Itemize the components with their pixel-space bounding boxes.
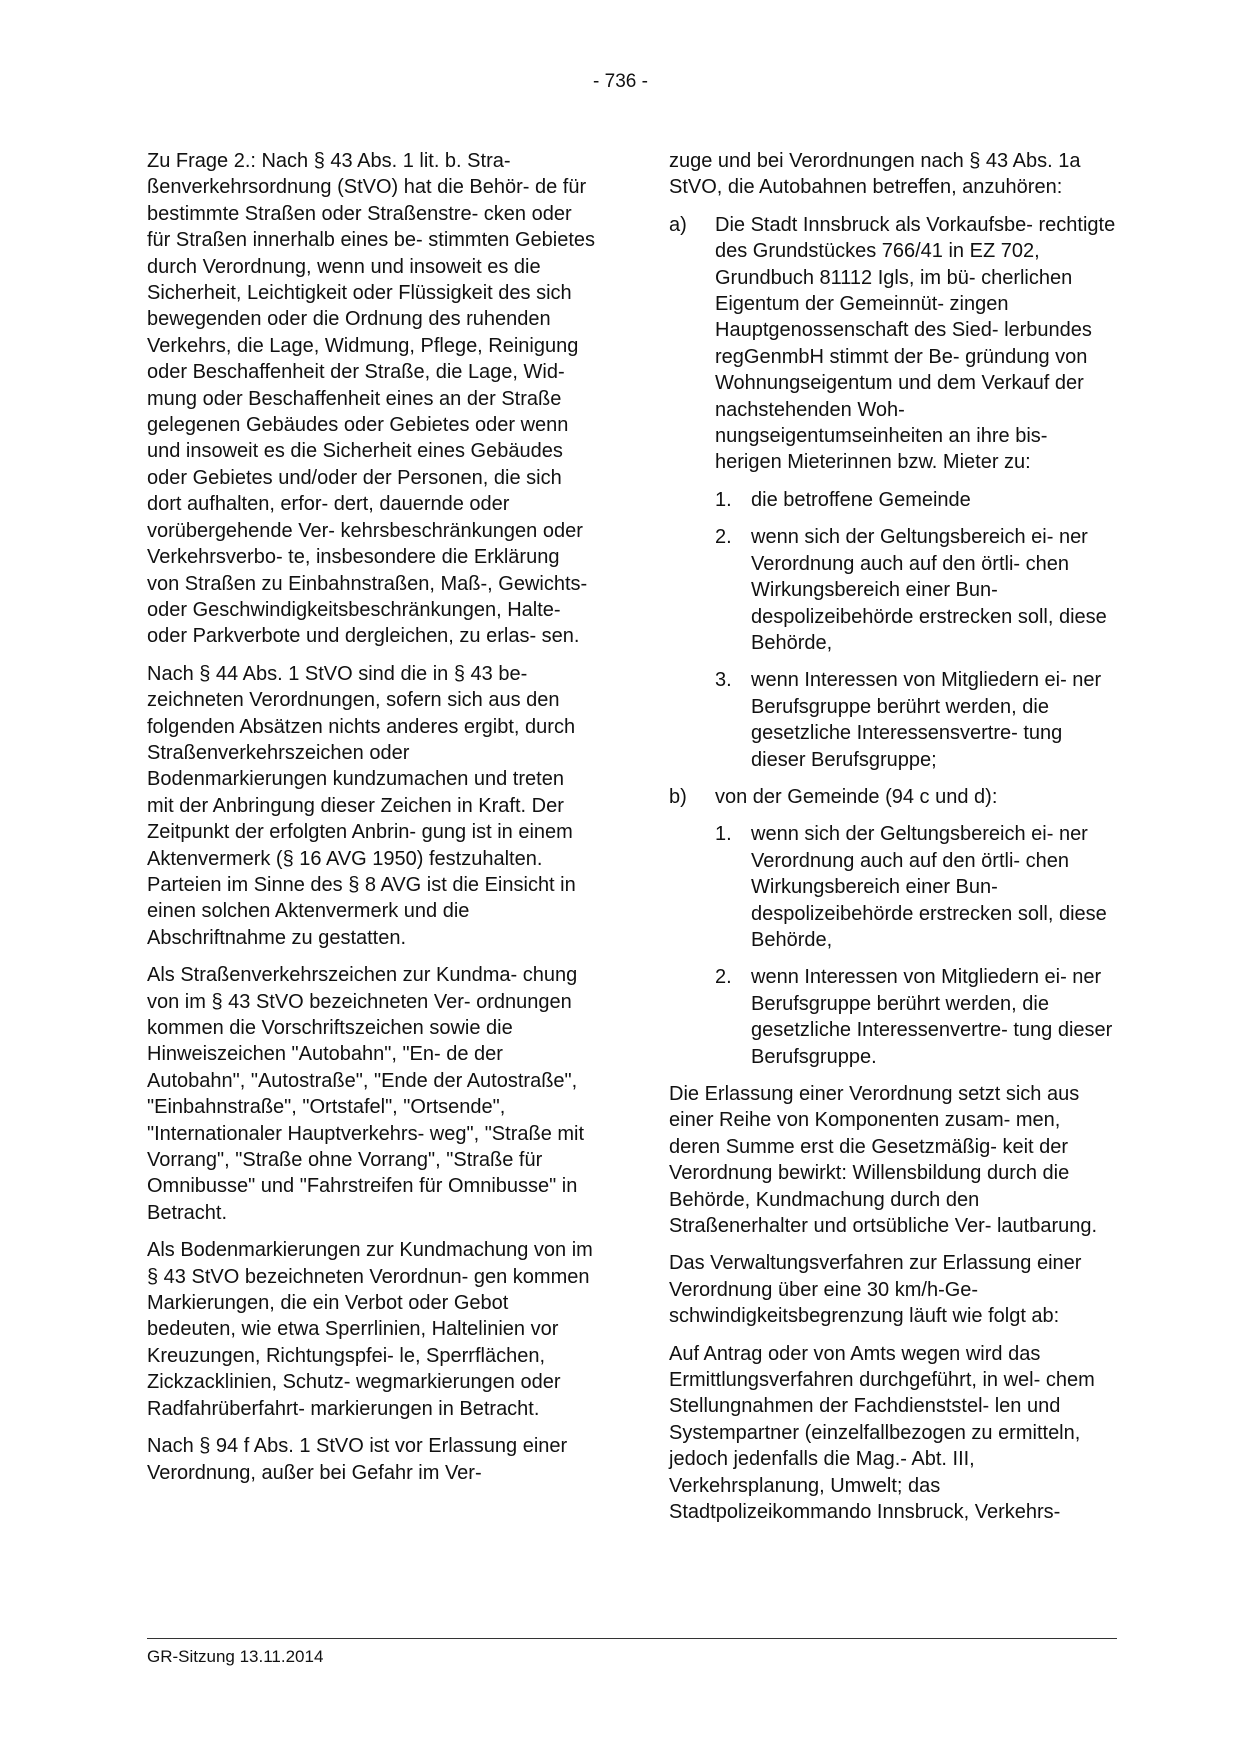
list-marker: a) xyxy=(669,213,687,236)
list-marker: 2. xyxy=(715,526,732,549)
list-item-text: wenn Interessen von Mitgliedern ei- ner Berufsgruppe berührt werden, die gesetzliche Interessenvertre- tung dieser Berufsgruppe. xyxy=(751,966,1113,1068)
paragraph: Als Bodenmarkierungen zur Kundmachung von im § 43 StVO bezeichneten Verordnun- gen kommen Markierungen, die ein Verbot oder Gebot bedeuten, wie etwa Sperrlinien, Haltelinien vor Kreuzungen, Richtungspfei- le, Sperrflächen, Zickzacklinien, Schutz- wegmarkierungen oder Radfahrüberfahrt- markierungen in Betracht. xyxy=(147,1239,593,1420)
paragraph: Das Verwaltungsverfahren zur Erlassung einer Verordnung über eine 30 km/h-Ge- schwindigkeitsbegrenzung läuft wie folgt ab: xyxy=(669,1252,1082,1328)
list-item-b xyxy=(669,784,1117,810)
paragraph: Nach § 94 f Abs. 1 StVO ist vor Erlassung einer Verordnung, außer bei Gefahr im Ver- xyxy=(147,1435,568,1484)
list-item-text: Die Stadt Innsbruck als Vorkaufsbe- rechtigte des Grundstückes 766/41 in EZ 702, Grundbuch 81112 Igls, im bü- cherlichen Eigentum der Gemeinnüt- zingen Hauptgenossenschaft des Sied- lerbundes regGenmbH stimmt der Be- gründung von Wohnungseigentum und dem Verkauf der nachstehenden Woh- nungseigentumseinheiten an ihre bis- herigen Mieterinnen bzw. Mieter zu: xyxy=(715,213,1116,474)
sub-list-item xyxy=(669,964,1117,1070)
sub-list-item xyxy=(669,524,1117,656)
list-item-text: wenn sich der Geltungsbereich ei- ner Verordnung auch auf den örtli- chen Wirkungsbereich einer Bun- despolizeibehörde erstrecken soll, diese Behörde, xyxy=(751,526,1107,654)
list-item-text: wenn Interessen von Mitgliedern ei- ner Berufsgruppe berührt werden, die gesetzliche Interessensvertre- tung dieser Berufsgruppe; xyxy=(751,669,1102,771)
list-marker: b) xyxy=(669,785,687,808)
footer-divider xyxy=(147,1638,1117,1639)
right-column xyxy=(669,148,1117,1537)
list-item-text: von der Gemeinde (94 c und d): xyxy=(715,785,998,808)
list-marker: 2. xyxy=(715,966,732,989)
list-item-a xyxy=(669,212,1117,476)
left-column xyxy=(147,148,595,1497)
paragraph: Zu Frage 2.: Nach § 43 Abs. 1 lit. b. Stra- ßenverkehrsordnung (StVO) hat die Behör- de für bestimmte Straßen oder Straßenstre- cken oder für Straßen innerhalb eines be- stimmten Gebietes durch Verordnung, wenn und insoweit es die Sicherheit, Leichtigkeit oder Flüssigkeit des sich bewegenden oder die Ordnung des ruhenden Verkehrs, die Lage, Widmung, Pflege, Reinigung oder Beschaffenheit der Straße, die Lage, Wid- mung oder Beschaffenheit eines an der Straße gelegenen Gebäudes oder Gebietes oder wenn und insoweit es die Sicherheit eines Gebäudes oder Gebietes und/oder der Personen, die sich dort aufhalten, erfor- dert, dauernde oder vorübergehende Ver- kehrsbeschränkungen oder Verkehrsverbo- te, insbesondere die Erklärung von Straßen zu Einbahnstraßen, Maß-, Gewichts- oder Geschwindigkeitsbeschränkungen, Halte- oder Parkverbote und dergleichen, zu erlas- sen. xyxy=(147,150,595,648)
page-number: - 736 - xyxy=(593,71,648,92)
sub-list-item xyxy=(669,487,1117,513)
sub-list-item xyxy=(669,821,1117,953)
paragraph: Nach § 44 Abs. 1 StVO sind die in § 43 be- zeichneten Verordnungen, sofern sich aus den folgenden Absätzen nichts anderes ergibt, durch Straßenverkehrszeichen oder Bodenmarkierungen kundzumachen und treten mit der Anbringung dieser Zeichen in Kraft. Der Zeitpunkt der erfolgten Anbrin- gung ist in einem Aktenvermerk (§ 16 AVG 1950) festzuhalten. Parteien im Sinne des § 8 AVG ist die Einsicht in einen solchen Aktenvermerk und die Abschriftnahme zu gestatten. xyxy=(147,662,576,949)
paragraph: zuge und bei Verordnungen nach § 43 Abs. 1a StVO, die Autobahnen betreffen, anzuhören: xyxy=(669,150,1081,199)
paragraph: Die Erlassung einer Verordnung setzt sich aus einer Reihe von Komponenten zusam- men, deren Summe erst die Gesetzmäßig- keit der Verordnung bewirkt: Willensbildung durch die Behörde, Kundmachung durch den Straßenerhalter und ortsübliche Ver- lautbarung. xyxy=(669,1083,1098,1238)
list-marker: 1. xyxy=(715,823,732,846)
list-item-text: wenn sich der Geltungsbereich ei- ner Verordnung auch auf den örtli- chen Wirkungsbereich einer Bun- despolizeibehörde erstrecken soll, diese Behörde, xyxy=(751,823,1107,951)
list-marker: 3. xyxy=(715,669,732,692)
paragraph: Auf Antrag oder von Amts wegen wird das Ermittlungsverfahren durchgeführt, in wel- chem Stellungnahmen der Fachdienststel- len und Systempartner (einzelfallbezogen zu ermitteln, jedoch jedenfalls die Mag.- Abt. III, Verkehrsplanung, Umwelt; das Stadtpolizeikommando Innsbruck, Verkehrs- xyxy=(669,1342,1095,1524)
paragraph: Als Straßenverkehrszeichen zur Kundma- chung von im § 43 StVO bezeichneten Ver- ordnungen kommen die Vorschriftszeichen sowie die Hinweiszeichen "Autobahn", "En- de der Autobahn", "Autostraße", "Ende der Autostraße", "Einbahnstraße", "Ortstafel", "Ortsende", "Internationaler Hauptverkehrs- weg", "Straße mit Vorrang", "Straße ohne Vorrang", "Straße für Omnibusse" und "Fahrstreifen für Omnibusse" in Betracht. xyxy=(147,964,585,1224)
list-marker: 1. xyxy=(715,488,732,511)
sub-list-item xyxy=(669,667,1117,773)
footer-text: GR-Sitzung 13.11.2014 xyxy=(147,1647,324,1666)
list-item-text: die betroffene Gemeinde xyxy=(751,488,971,511)
